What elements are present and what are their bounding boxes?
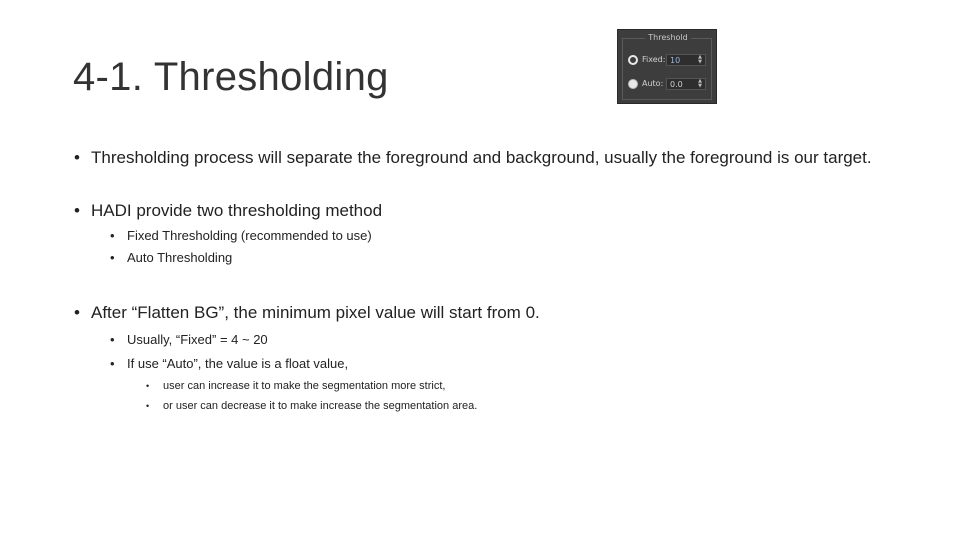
auto-radio[interactable] bbox=[628, 79, 638, 89]
sub-sub-bullet-item bbox=[146, 399, 477, 413]
bullet-marker: • bbox=[110, 250, 115, 265]
bullet-marker: • bbox=[146, 381, 150, 391]
bullet-marker: • bbox=[146, 401, 150, 411]
bullet-marker: • bbox=[110, 356, 115, 371]
bullet-item bbox=[74, 200, 894, 222]
bullet-text: After “Flatten BG”, the minimum pixel value will start from 0. bbox=[91, 303, 540, 322]
bullet-text: Usually, “Fixed” = 4 ~ 20 bbox=[127, 332, 268, 347]
threshold-panel-title-text: Threshold bbox=[645, 33, 690, 42]
bullet-item bbox=[74, 147, 894, 169]
auto-label: Auto: bbox=[642, 79, 664, 88]
bullet-item bbox=[74, 302, 894, 324]
sub-bullet-item bbox=[110, 355, 348, 373]
auto-spin-arrows-icon[interactable]: ▲ ▼ bbox=[698, 78, 702, 89]
threshold-group-frame bbox=[622, 38, 712, 100]
sub-bullet-item bbox=[110, 227, 372, 245]
fixed-radio[interactable] bbox=[628, 55, 638, 65]
bullet-marker: • bbox=[74, 148, 80, 167]
bullet-marker: • bbox=[110, 332, 115, 347]
sub-bullet-item bbox=[110, 249, 232, 267]
bullet-text: If use “Auto”, the value is a float value, bbox=[127, 356, 349, 371]
fixed-value[interactable]: 10 bbox=[670, 56, 681, 65]
fixed-label: Fixed: bbox=[642, 55, 666, 64]
bullet-marker: • bbox=[74, 303, 80, 322]
bullet-text: Thresholding process will separate the foreground and background, usually the foreground is our target. bbox=[91, 148, 872, 167]
auto-value[interactable]: 0.0 bbox=[670, 80, 683, 89]
bullet-text: or user can decrease it to make increase the segmentation area. bbox=[163, 400, 478, 412]
bullet-text: Fixed Thresholding (recommended to use) bbox=[127, 228, 372, 243]
sub-sub-bullet-item bbox=[146, 379, 445, 393]
bullet-marker: • bbox=[74, 201, 80, 220]
bullet-marker: • bbox=[110, 228, 115, 243]
fixed-spinbox[interactable] bbox=[666, 54, 706, 66]
fixed-spin-arrows-icon[interactable]: ▲ ▼ bbox=[698, 54, 702, 65]
slide-title: 4-1. Thresholding bbox=[73, 55, 389, 99]
bullet-text: HADI provide two thresholding method bbox=[91, 201, 383, 220]
bullet-text: Auto Thresholding bbox=[127, 250, 233, 265]
bullet-text: user can increase it to make the segmentation more strict, bbox=[163, 380, 446, 392]
sub-bullet-item bbox=[110, 331, 268, 349]
auto-spinbox[interactable] bbox=[666, 78, 706, 90]
threshold-panel-title bbox=[618, 33, 718, 42]
threshold-panel bbox=[617, 29, 717, 104]
